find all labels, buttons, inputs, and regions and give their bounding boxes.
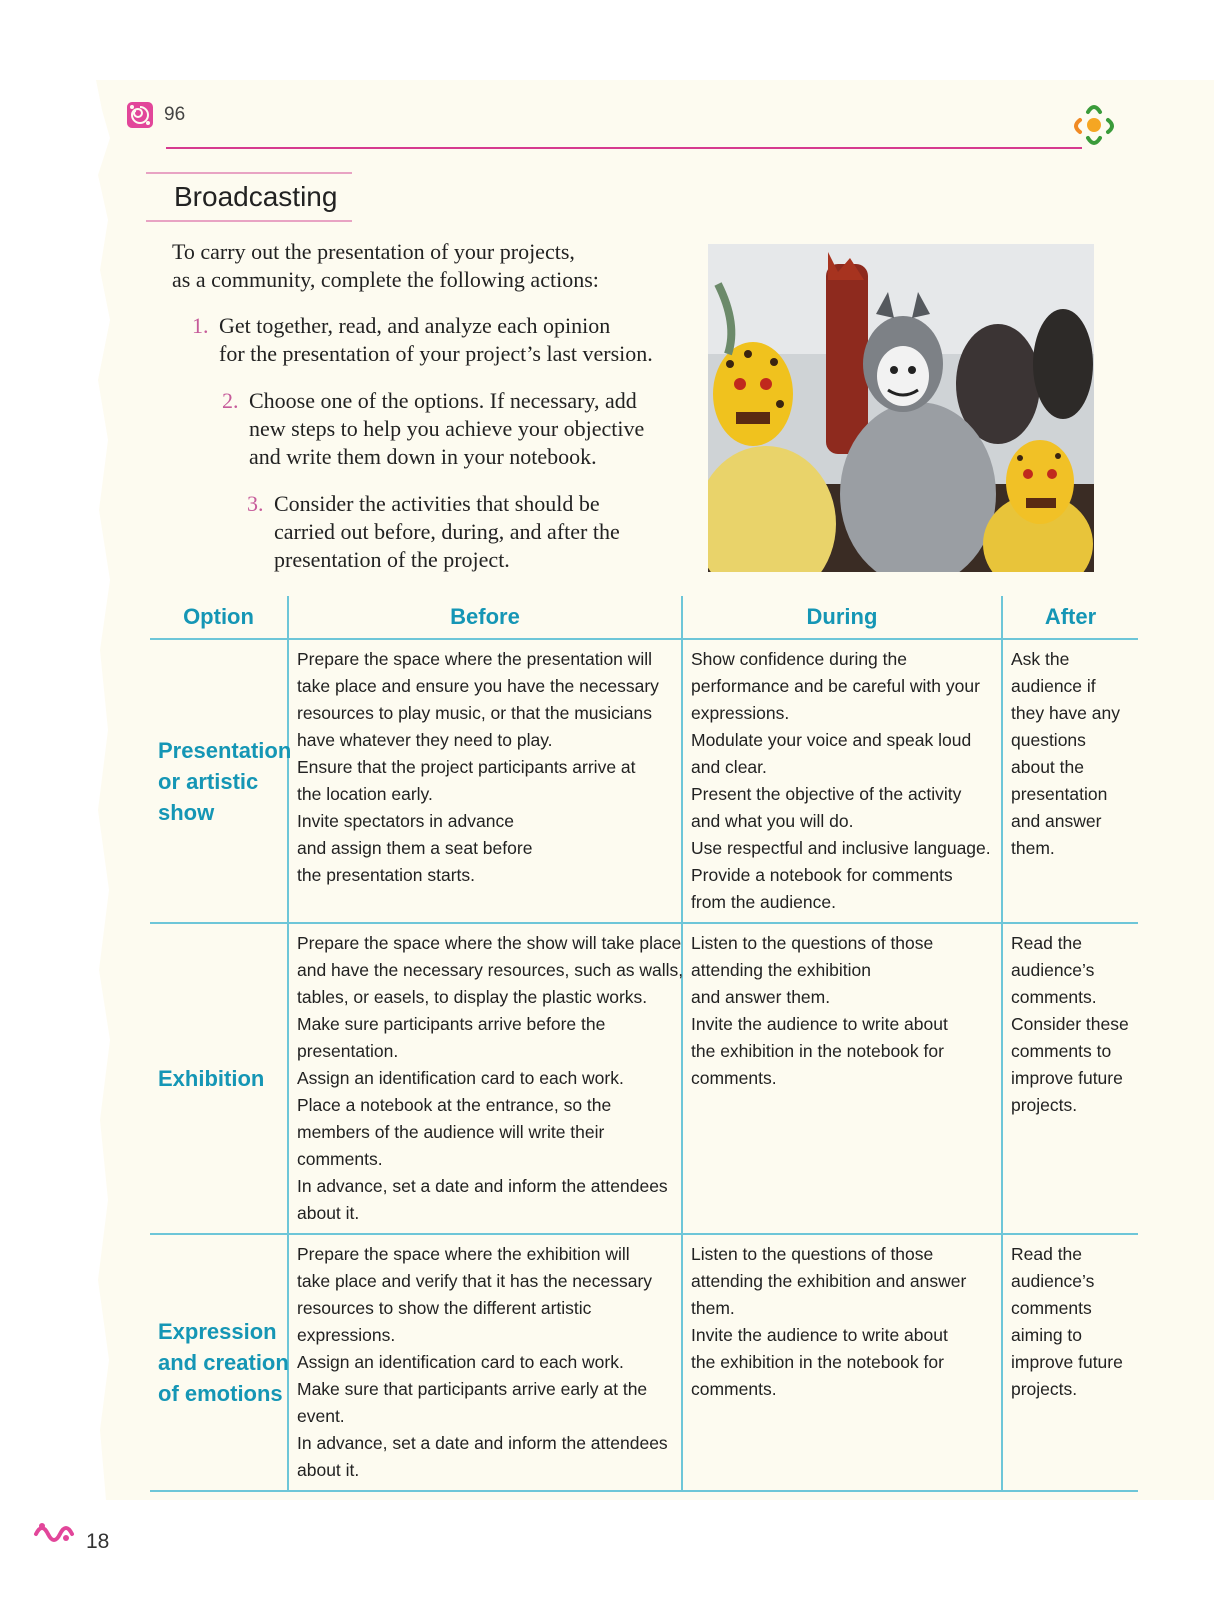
table-row <box>150 1234 1138 1491</box>
cell-line: Invite the audience to write about <box>691 1325 948 1345</box>
step-line: carried out before, during, and after the <box>274 519 620 544</box>
cell-line: Prepare the space where the exhibition will <box>297 1244 630 1264</box>
header-after: After <box>1002 596 1138 639</box>
during-cell <box>682 639 1002 923</box>
option-cell <box>150 1234 288 1491</box>
cell-line: them. <box>1011 838 1055 858</box>
cell-line: from the audience. <box>691 892 836 912</box>
intro-line: as a community, complete the following actions: <box>172 267 599 292</box>
option-line: Expression <box>158 1319 277 1344</box>
before-cell <box>288 639 682 923</box>
option-cell <box>150 639 292 923</box>
cell-line: projects. <box>1011 1095 1078 1115</box>
options-table <box>150 596 1138 1492</box>
cell-line: Modulate your voice and speak loud <box>691 730 972 750</box>
spiral-glyph-icon <box>126 101 154 129</box>
cell-line: attending the exhibition and answer <box>691 1271 967 1291</box>
cell-line: about the <box>1011 757 1084 777</box>
cell-line: event. <box>297 1406 345 1426</box>
cell-line: and have the necessary resources, such as walls, <box>297 960 684 980</box>
cell-line: the exhibition in the notebook for <box>691 1352 944 1372</box>
option-line: and creation <box>158 1350 289 1375</box>
step-line: for the presentation of your project’s last version. <box>219 341 653 366</box>
after-cell <box>1002 923 1138 1234</box>
step-item <box>192 312 653 368</box>
cell-line: In advance, set a date and inform the attendees <box>297 1433 668 1453</box>
cell-line: and what you will do. <box>691 811 854 831</box>
option-cell <box>150 923 288 1234</box>
header-option: Option <box>150 596 288 639</box>
cell-line: Ask the <box>1011 649 1070 669</box>
step-number: 1. <box>192 313 209 338</box>
step-line: Consider the activities that should be <box>274 491 600 516</box>
cell-line: audience’s <box>1011 1271 1095 1291</box>
cell-line: questions <box>1011 730 1086 750</box>
cell-line: Make sure participants arrive before the <box>297 1014 606 1034</box>
cell-line: about it. <box>297 1203 360 1223</box>
cell-line: Invite spectators in advance <box>297 811 514 831</box>
step-line: new steps to help you achieve your objective <box>249 416 645 441</box>
step-number: 2. <box>222 388 239 413</box>
page-number-top: 96 <box>164 104 186 125</box>
cell-line: Ensure that the project participants arrive at <box>297 757 636 777</box>
cell-line: Listen to the questions of those <box>691 933 934 953</box>
cell-line: the presentation starts. <box>297 865 476 885</box>
cell-line: comments <box>1011 1298 1092 1318</box>
cell-line: Assign an identification card to each work. <box>297 1352 624 1372</box>
cell-line: Consider these <box>1011 1014 1129 1034</box>
cell-line: presentation. <box>297 1041 399 1061</box>
cell-line: and answer them. <box>691 987 831 1007</box>
option-line: Exhibition <box>158 1066 265 1091</box>
flower-ornament-icon <box>1070 100 1118 150</box>
intro-paragraph <box>172 238 672 294</box>
step-line: Get together, read, and analyze each opinion <box>219 313 611 338</box>
cell-line: aiming to <box>1011 1325 1083 1345</box>
cell-line: and answer <box>1011 811 1102 831</box>
cell-line: and clear. <box>691 757 767 777</box>
cell-line: resources to show the different artistic <box>297 1298 592 1318</box>
cell-line: comments. <box>691 1379 777 1399</box>
table-row <box>150 639 1138 923</box>
cell-line: projects. <box>1011 1379 1078 1399</box>
during-cell <box>682 923 1002 1234</box>
cell-line: performance and be careful with your <box>691 676 980 696</box>
cell-line: improve future <box>1011 1068 1123 1088</box>
cell-line: presentation <box>1011 784 1108 804</box>
section-title: Broadcasting <box>146 172 352 222</box>
cell-line: them. <box>691 1298 735 1318</box>
cell-line: Make sure that participants arrive early at the <box>297 1379 648 1399</box>
cell-line: improve future <box>1011 1352 1123 1372</box>
after-cell <box>1002 639 1138 923</box>
page-number-bottom: 18 <box>86 1530 110 1553</box>
header-divider <box>166 147 1082 149</box>
step-number: 3. <box>247 491 264 516</box>
cell-line: members of the audience will write their <box>297 1122 605 1142</box>
cell-line: attending the exhibition <box>691 960 871 980</box>
cell-line: Read the <box>1011 933 1083 953</box>
table-header-row <box>150 596 1138 639</box>
cell-line: expressions. <box>691 703 790 723</box>
masked-dancers-photo <box>708 244 1094 572</box>
cell-line: comments. <box>297 1149 383 1169</box>
cell-line: take place and ensure you have the necessary <box>297 676 659 696</box>
before-cell <box>288 923 682 1234</box>
cell-line: comments. <box>1011 987 1097 1007</box>
option-line: or artistic <box>158 768 259 794</box>
cell-line: Prepare the space where the presentation will <box>297 649 653 669</box>
cell-line: comments. <box>691 1068 777 1088</box>
table-row <box>150 923 1138 1234</box>
cell-line: comments to <box>1011 1041 1112 1061</box>
before-cell <box>288 1234 682 1491</box>
step-item <box>247 490 620 574</box>
cell-line: audience’s <box>1011 960 1095 980</box>
cell-line: the exhibition in the notebook for <box>691 1041 944 1061</box>
step-item <box>222 387 645 471</box>
cell-line: Provide a notebook for comments <box>691 865 953 885</box>
cell-line: and assign them a seat before <box>297 838 533 858</box>
cell-line: Present the objective of the activity <box>691 784 962 804</box>
cell-line: have whatever they need to play. <box>297 730 553 750</box>
cell-line: expressions. <box>297 1325 396 1345</box>
cell-line: resources to play music, or that the musicians <box>297 703 653 723</box>
after-cell <box>1002 1234 1138 1491</box>
header-during: During <box>682 596 1002 639</box>
step-line: Choose one of the options. If necessary, add <box>249 388 637 413</box>
cell-line: Invite the audience to write about <box>691 1014 948 1034</box>
cell-line: audience if <box>1011 676 1096 696</box>
intro-line: To carry out the presentation of your projects, <box>172 239 575 264</box>
cell-line: they have any <box>1011 703 1120 723</box>
cell-line: Place a notebook at the entrance, so the <box>297 1095 612 1115</box>
cell-line: take place and verify that it has the necessary <box>297 1271 653 1291</box>
option-line: show <box>158 799 215 825</box>
step-line: presentation of the project. <box>274 547 510 572</box>
cell-line: about it. <box>297 1460 360 1480</box>
cell-line: tables, or easels, to display the plastic works. <box>297 987 648 1007</box>
during-cell <box>682 1234 1002 1491</box>
header-before: Before <box>288 596 682 639</box>
option-line: of emotions <box>158 1381 283 1406</box>
cell-line: Prepare the space where the show will take place <box>297 933 682 953</box>
cell-line: Assign an identification card to each work. <box>297 1068 624 1088</box>
cell-line: In advance, set a date and inform the attendees <box>297 1176 668 1196</box>
cell-line: Read the <box>1011 1244 1083 1264</box>
option-line: Presentation <box>158 737 292 763</box>
cell-line: Show confidence during the <box>691 649 907 669</box>
step-line: and write them down in your notebook. <box>249 444 597 469</box>
cell-line: Listen to the questions of those <box>691 1244 934 1264</box>
swirl-glyph-icon <box>32 1518 78 1544</box>
cell-line: the location early. <box>297 784 433 804</box>
cell-line: Use respectful and inclusive language. <box>691 838 991 858</box>
